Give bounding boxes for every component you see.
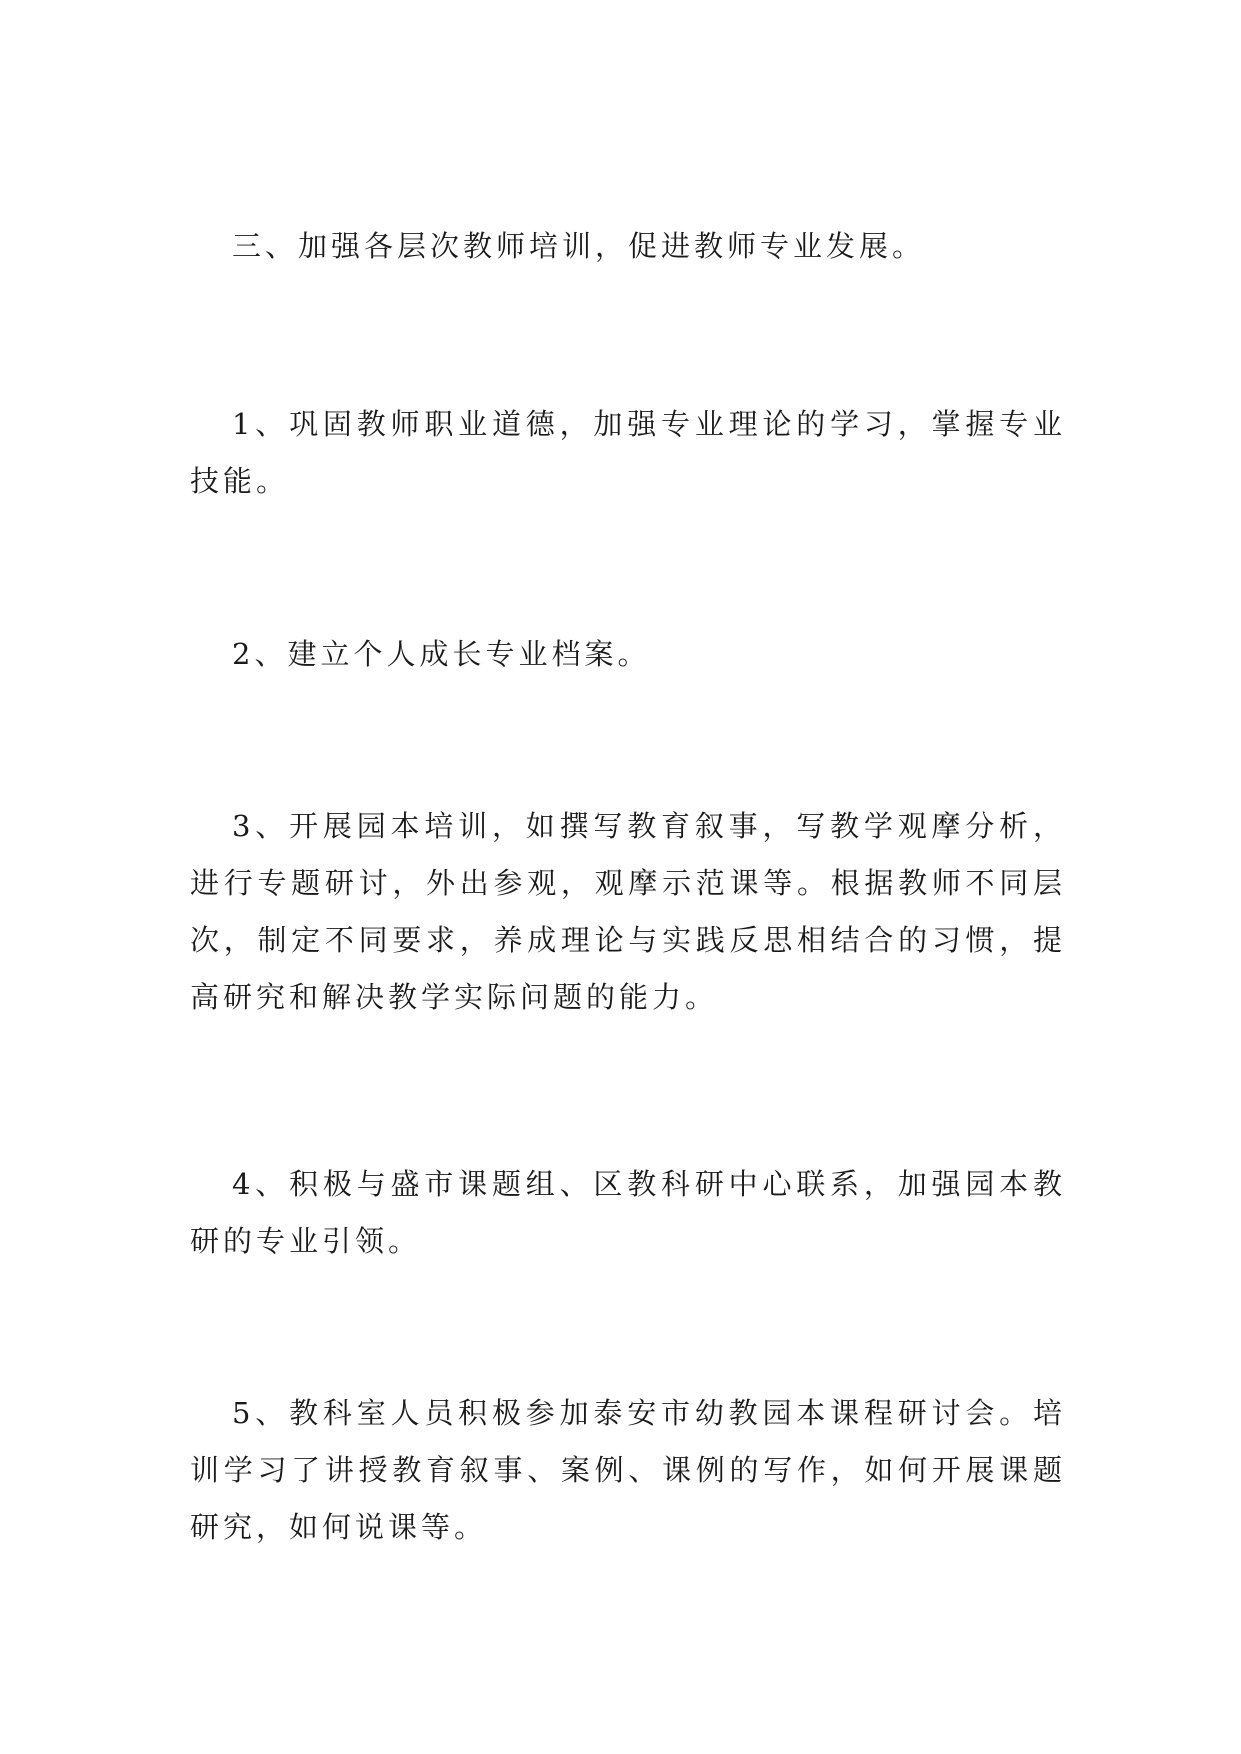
list-item: 5、教科室人员积极参加泰安市幼教园本课程研讨会。培训学习了讲授教育叙事、案例、课例的写作，如何开展课题研究，如何说课等。 [190, 1396, 1066, 1544]
list-item: 4、积极与盛市课题组、区教科研中心联系，加强园本教研的专业引领。 [190, 1167, 1066, 1258]
list-item: 2、建立个人成长专业档案。 [232, 637, 651, 671]
list-item: 1、巩固教师职业道德，加强专业理论的学习，掌握专业技能。 [190, 407, 1066, 498]
section-heading: 三、加强各层次教师培训，促进教师专业发展。 [232, 229, 926, 263]
list-item: 3、开展园本培训，如撰写教育叙事，写教学观摩分析，进行专题研讨，外出参观，观摩示范课等。根据教师不同层次，制定不同要求，养成理论与实践反思相结合的习惯，提高研究和解决教学实际问题的能力。 [190, 809, 1066, 1014]
